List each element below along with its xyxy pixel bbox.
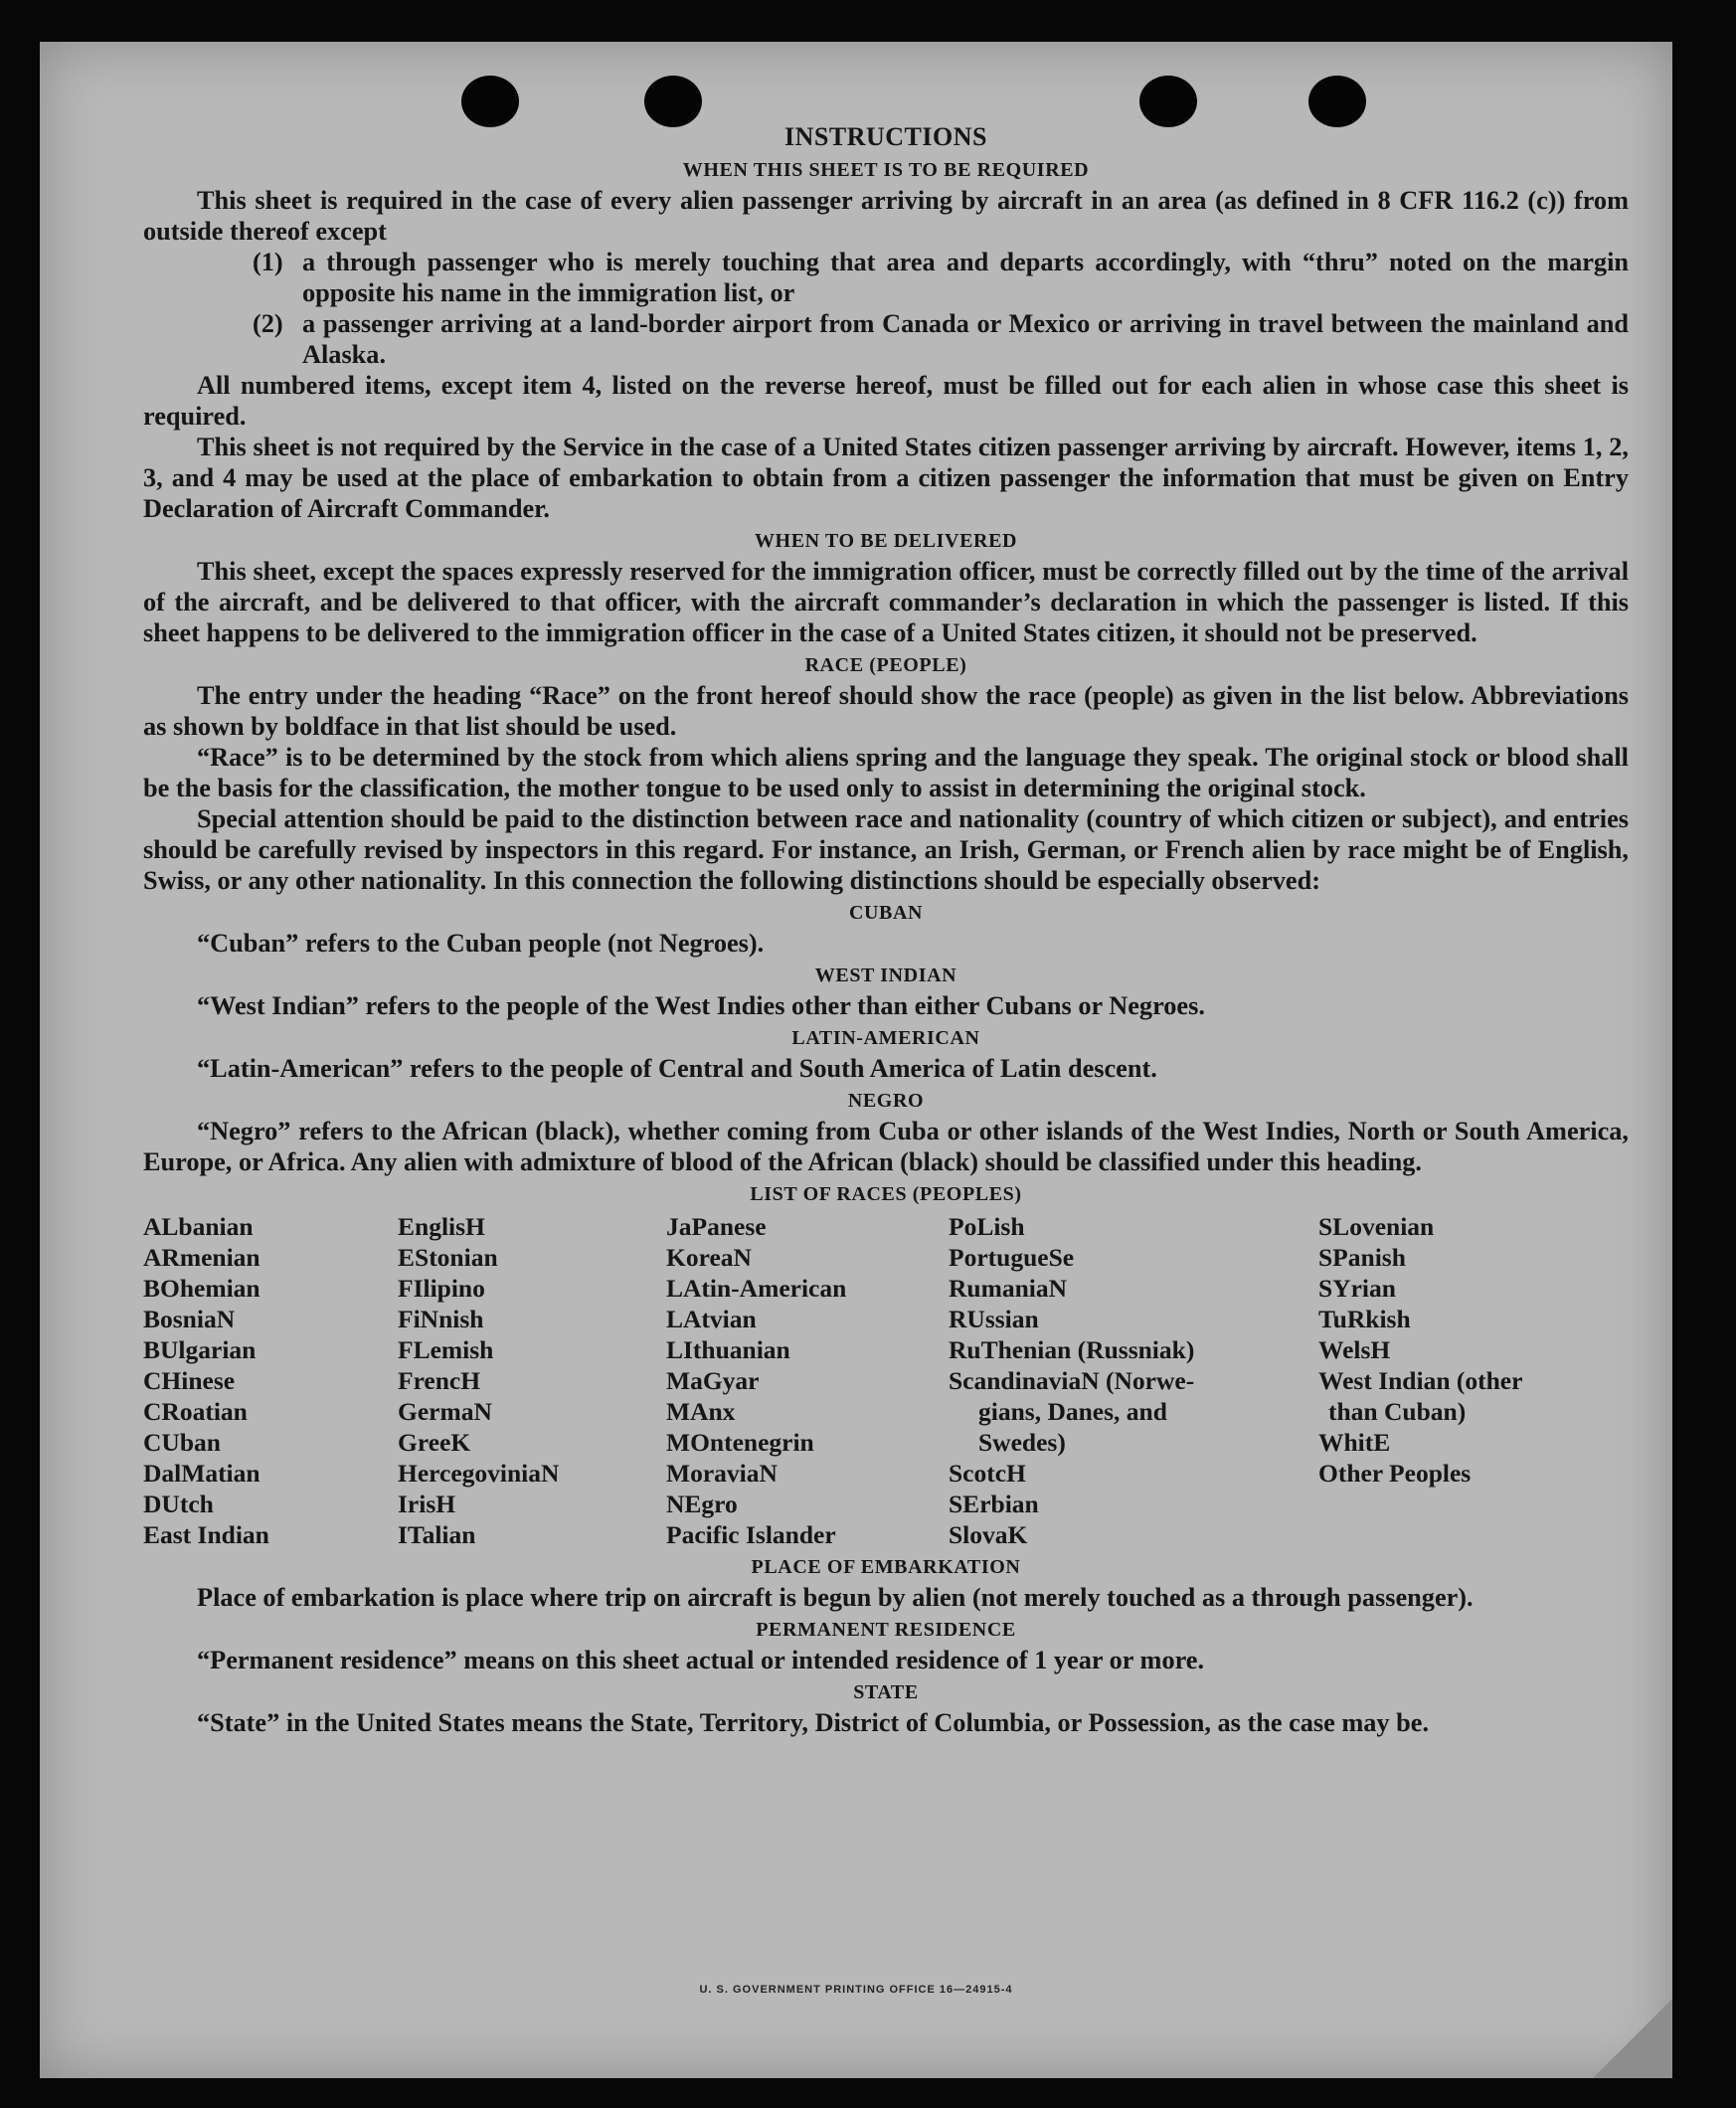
race-entry: ScandinaviaN (Norwe- [949,1366,1195,1395]
race-entry: LIthuanian [666,1335,790,1364]
races-column-1 [143,1211,398,1550]
list-item [143,308,1629,370]
races-column-5 [1318,1211,1597,1550]
races-column-3 [666,1211,949,1550]
heading-latin-american: LATIN-AMERICAN [791,1027,980,1049]
races-table [143,1211,1629,1550]
instructions-body [143,121,1629,1738]
paragraph: This sheet, except the spaces expressly reserved for the immigration officer, must be correctly filled out by the time of the arrival of the aircraft, and be delivered to that officer, with the aircraft commander’s declaration in which the passenger is listed. If this sheet happens to be delivered to the immigration officer in the case of a United States citizen, it should not be preserved. [143,557,1629,647]
race-entry: LAtin-American [666,1274,847,1303]
paragraph: This sheet is required in the case of every alien passenger arriving by aircraft in an area (as defined in 8 CFR 116.2 (c)) from outside thereof except [143,186,1629,246]
race-entry: ScotcH [949,1459,1026,1488]
race-entry: IrisH [398,1490,456,1518]
race-entry: FiNnish [398,1305,484,1333]
heading-place-of-embarkation: PLACE OF EMBARKATION [751,1556,1021,1578]
paragraph: The entry under the heading “Race” on the front hereof should show the race (people) as given in the list below. Abbreviations as shown by boldface in that list should be used. [143,681,1629,741]
item-text: a passenger arriving at a land-border airport from Canada or Mexico or arriving in travel between the mainland and Alaska. [302,309,1629,369]
race-entry: SLovenian [1318,1212,1435,1241]
race-entry: Pacific Islander [666,1520,836,1549]
race-entry: MoraviaN [666,1459,778,1488]
race-entry: NEgro [666,1490,738,1518]
race-entry: MAnx [666,1397,736,1426]
document-sheet [40,42,1672,2078]
race-entry: PortugueSe [949,1243,1075,1272]
race-entry: FIlipino [398,1274,485,1303]
race-entry: EnglisH [398,1212,485,1241]
race-entry: gians, Danes, and [978,1397,1167,1426]
paragraph: “Race” is to be determined by the stock from which aliens spring and the language they speak. The original stock or blood shall be the basis for the classification, the mother tongue to be used only to assist in determining the original stock. [143,743,1629,802]
heading-cuban: CUBAN [848,902,924,924]
paragraph: This sheet is not required by the Service in the case of a United States citizen passenger arriving by aircraft. However, items 1, 2, 3, and 4 may be used at the place of embarkation to obtain from a citizen passenger the information that must be given on Entry Declaration of Aircraft Commander. [143,433,1629,523]
printing-office-imprint: U. S. GOVERNMENT PRINTING OFFICE 16—24915-4 [699,1984,1013,1996]
heading-list-of-races: LIST OF RACES (PEOPLES) [750,1183,1022,1205]
race-entry: CUban [143,1428,221,1457]
paragraph: All numbered items, except item 4, listed on the reverse hereof, must be filled out for each alien in whose case this sheet is required. [143,371,1629,431]
punch-hole [644,76,702,127]
punch-hole [461,76,519,127]
heading-permanent-residence: PERMANENT RESIDENCE [756,1619,1016,1641]
race-entry: Swedes) [978,1428,1066,1457]
page-title: INSTRUCTIONS [784,122,987,151]
race-entry: BosniaN [143,1305,236,1333]
race-entry: JaPanese [666,1212,767,1241]
punch-hole [1139,76,1197,127]
list-item [143,247,1629,308]
race-entry: ARmenian [143,1243,260,1272]
race-entry: GermaN [398,1397,492,1426]
race-entry: HercegoviniaN [398,1459,560,1488]
paragraph: “West Indian” refers to the people of the West Indies other than either Cubans or Negroes. [197,991,1205,1020]
race-entry: BUlgarian [143,1335,257,1364]
punch-hole [1308,76,1366,127]
race-entry: FLemish [398,1335,494,1364]
folded-corner [1593,1999,1672,2078]
race-entry: SPanish [1318,1243,1406,1272]
race-entry: TuRkish [1318,1305,1411,1333]
race-entry: LAtvian [666,1305,757,1333]
paragraph: “Cuban” refers to the Cuban people (not Negroes). [197,929,765,958]
race-entry: West Indian (other [1318,1366,1523,1395]
race-entry: SYrian [1318,1274,1396,1303]
race-entry: RumaniaN [949,1274,1068,1303]
races-column-4 [949,1211,1318,1550]
race-entry: DUtch [143,1490,214,1518]
races-column-2 [398,1211,666,1550]
race-entry: SErbian [949,1490,1039,1518]
paragraph: Place of embarkation is place where trip on aircraft is begun by alien (not merely touched as a through passenger). [197,1583,1474,1612]
paragraph: “Negro” refers to the African (black), whether coming from Cuba or other islands of the West Indies, North or South America, Europe, or Africa. Any alien with admixture of blood of the African (black) should be classified under this heading. [143,1117,1629,1176]
race-entry: DalMatian [143,1459,260,1488]
paragraph: Special attention should be paid to the distinction between race and nationality (country of which citizen or subject), and entries should be carefully revised by inspectors in this regard. For instance, an Irish, German, or French alien by race might be of English, Swiss, or any other nationality. In this connection the following distinctions should be especially observed: [143,804,1629,895]
race-entry: Other Peoples [1318,1459,1472,1488]
race-entry: ALbanian [143,1212,254,1241]
race-entry: FrencH [398,1366,481,1395]
race-entry: PoLish [949,1212,1025,1241]
race-entry: WelsH [1318,1335,1391,1364]
race-entry: ITalian [398,1520,476,1549]
paragraph: “State” in the United States means the State, Territory, District of Columbia, or Possession, as the case may be. [197,1708,1430,1737]
heading-west-indian: WEST INDIAN [814,965,957,986]
heading-race: RACE (PEOPLE) [804,654,967,676]
item-text: a through passenger who is merely touching that area and departs accordingly, with “thru” noted on the margin opposite his name in the immigration list, or [302,248,1629,307]
race-entry: EStonian [398,1243,498,1272]
item-number: (1) [253,248,283,276]
race-entry: East Indian [143,1520,269,1549]
item-number: (2) [253,309,283,338]
heading-when-required: WHEN THIS SHEET IS TO BE REQUIRED [682,159,1090,181]
race-entry: GreeK [398,1428,471,1457]
heading-when-delivered: WHEN TO BE DELIVERED [754,530,1018,552]
race-entry: CRoatian [143,1397,248,1426]
paragraph: “Latin-American” refers to the people of Central and South America of Latin descent. [197,1054,1157,1083]
race-entry: BOhemian [143,1274,260,1303]
race-entry: RUssian [949,1305,1039,1333]
heading-state: STATE [853,1681,919,1703]
race-entry: WhitE [1318,1428,1391,1457]
race-entry: MaGyar [666,1366,760,1395]
heading-negro: NEGRO [847,1090,925,1112]
race-entry: than Cuban) [1328,1397,1467,1426]
race-entry: MOntenegrin [666,1428,814,1457]
paragraph: “Permanent residence” means on this sheet actual or intended residence of 1 year or more. [197,1646,1205,1674]
race-entry: SlovaK [949,1520,1028,1549]
race-entry: KoreaN [666,1243,752,1272]
race-entry: CHinese [143,1366,236,1395]
race-entry: RuThenian (Russniak) [949,1335,1195,1364]
